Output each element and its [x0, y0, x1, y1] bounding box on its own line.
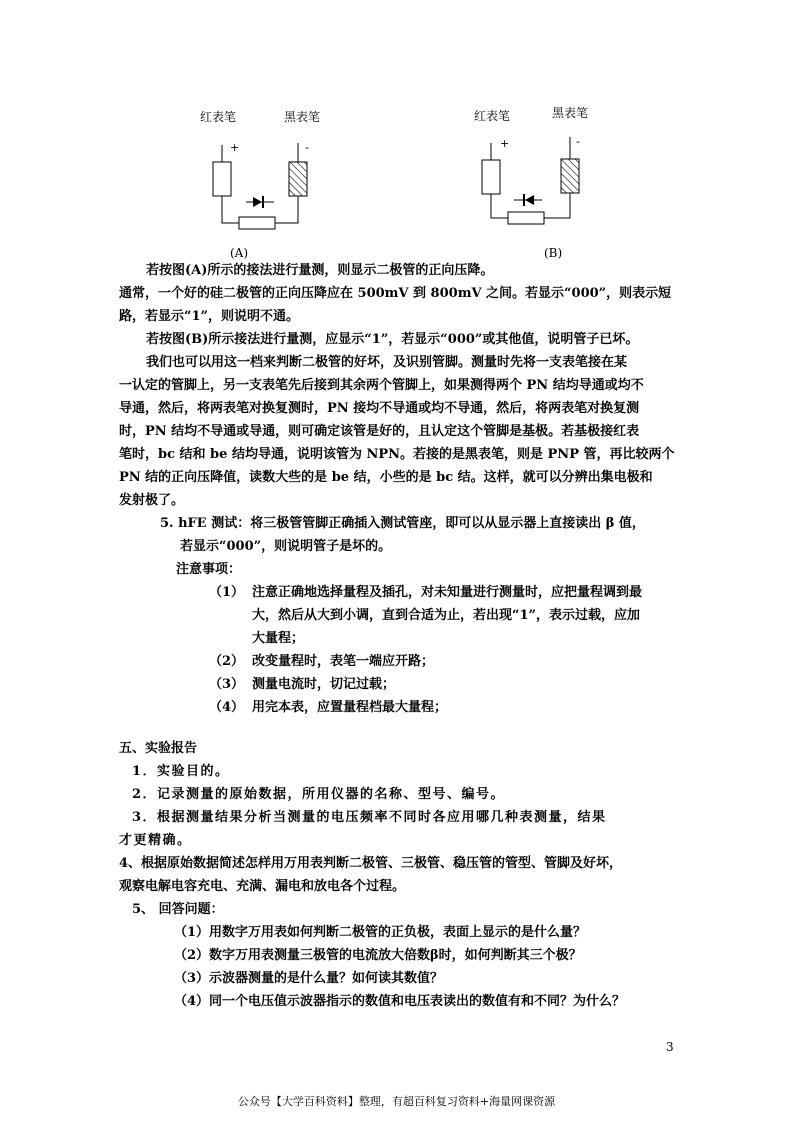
- minus-sign: -: [576, 135, 580, 148]
- resistor: [239, 217, 275, 229]
- page-number: 3: [666, 1040, 674, 1054]
- figure-a: [190, 105, 330, 265]
- report-item: 才更精确。: [119, 833, 192, 848]
- paragraph-line: PN 结的正向压降值，读数大些的是 be 结，小些的是 bc 结。这样，就可以分辨出集电极和: [119, 470, 653, 485]
- diode-symbol: [253, 197, 262, 207]
- note-text: 大，然后从大到小调，直到合适为止，若出现“1”，表示过载，应加: [252, 608, 641, 623]
- notes-title: 注意事项：: [176, 562, 242, 577]
- black-probe-wire: [275, 196, 298, 223]
- note-number: （1）: [209, 585, 245, 600]
- paragraph-line: 笔时，bc 结和 be 结均导通，说明该管为 NPN。若接的是黑表笔，则是 PNP 管，再比较两个: [119, 447, 675, 462]
- figure-caption: (A): [230, 246, 249, 260]
- plus-sign: +: [230, 141, 240, 154]
- paragraph-line: 发射极了。: [119, 493, 185, 508]
- paragraph-line: 我们也可以用这一档来判断二极管的好坏，及识别管脚。测量时先将一支表笔接在某: [146, 355, 628, 370]
- note-number: （2）: [209, 654, 245, 669]
- hfe-test-line: 若显示“000”，则说明管子是坏的。: [180, 539, 392, 554]
- note-number: （3）: [209, 677, 245, 692]
- paragraph-line: 一认定的管脚上，另一支表笔先后接到其余两个管脚上，如果测得两个 PN 结均导通或均不: [119, 378, 644, 393]
- report-item: 3．根据测量结果分析当测量的电压频率不同时各应用哪几种表测量，结果: [132, 810, 607, 825]
- note-text: 用完本表，应置量程档最大量程；: [252, 700, 448, 715]
- black-probe-label: 黑表笔: [552, 106, 589, 120]
- black-probe-wire: [544, 193, 570, 218]
- paragraph-line: 路，若显示“1”，则说明不通。: [119, 309, 300, 324]
- report-item: 4、根据原始数据简述怎样用万用表判断二极管、三极管、稳压管的管型、管脚及好坏，: [119, 856, 623, 871]
- figure-caption: (B): [544, 246, 563, 260]
- note-text: 大量程；: [252, 631, 305, 646]
- plus-sign: +: [500, 137, 510, 150]
- red-probe-label: 红表笔: [200, 110, 237, 124]
- note-number: （4）: [209, 700, 245, 715]
- report-item: 观察电解电容充电、充满、漏电和放电各个过程。: [119, 879, 406, 894]
- report-item: 1．实验目的。: [132, 764, 230, 779]
- black-probe: [561, 159, 579, 193]
- question-item: （2）数字万用表测量三极管的电流放大倍数β时，如何判断其三个极？: [174, 948, 582, 963]
- note-text: 改变量程时，表笔一端应开路；: [252, 654, 435, 669]
- diode-symbol: [525, 195, 534, 205]
- question-item: （3）示波器测量的是什么量？如何读其数值？: [174, 971, 444, 986]
- red-probe-wire: [222, 196, 239, 223]
- note-text: 注意正确地选择量程及插孔，对未知量进行测量时，应把量程调到最: [252, 585, 643, 600]
- paragraph-line: 导通，然后，将两表笔对换复测时，PN 接均不导通或均不导通，然后，将两表笔对换复测: [119, 401, 640, 416]
- red-probe-wire: [491, 194, 508, 218]
- question-item: （1）用数字万用表如何判断二极管的正负极，表面上显示的是什么量？: [174, 925, 587, 940]
- paragraph-line: 时，PN 结均不导通或导通，则可确定该管是好的，且认定这个管脚是基极。若基极接红表: [119, 424, 640, 439]
- red-probe-label: 红表笔: [474, 109, 511, 123]
- hfe-test-line: 5. hFE 测试：将三极管管脚正确插入测试管座，即可以从显示器上直接读出 β 值，: [160, 516, 645, 531]
- black-probe-label: 黑表笔: [284, 110, 321, 124]
- figure-b: [462, 103, 602, 265]
- paragraph-fig-b: 若按图(B)所示接法进行量测，应显示“1”，若显示“000”或其他值，说明管子已坏。: [146, 332, 639, 347]
- red-probe: [482, 160, 500, 194]
- note-text: 测量电流时，切记过载；: [252, 677, 396, 692]
- question-item: （4）同一个电压值示波器指示的数值和电压表读出的数值有和不同？为什么？: [174, 994, 626, 1009]
- report-item: 2．记录测量的原始数据，所用仪器的名称、型号、编号。: [132, 787, 506, 802]
- paragraph-fig-a: 若按图(A)所示的接法进行量测，则显示二极管的正向压降。: [146, 263, 494, 278]
- red-probe: [213, 162, 231, 196]
- minus-sign: -: [305, 141, 309, 154]
- resistor: [508, 212, 544, 224]
- section-heading: 五、实验报告: [119, 741, 198, 756]
- black-probe: [289, 162, 307, 196]
- report-item: 5、 回答问题：: [132, 902, 224, 917]
- paragraph-line: 通常，一个好的硅二极管的正向压降应在 500mV 到 800mV 之间。若显示“000”，则表示短: [119, 286, 672, 301]
- footer-note: 公众号【大学百科资料】整理，有超百科复习资料+海量网课资源: [237, 1095, 556, 1108]
